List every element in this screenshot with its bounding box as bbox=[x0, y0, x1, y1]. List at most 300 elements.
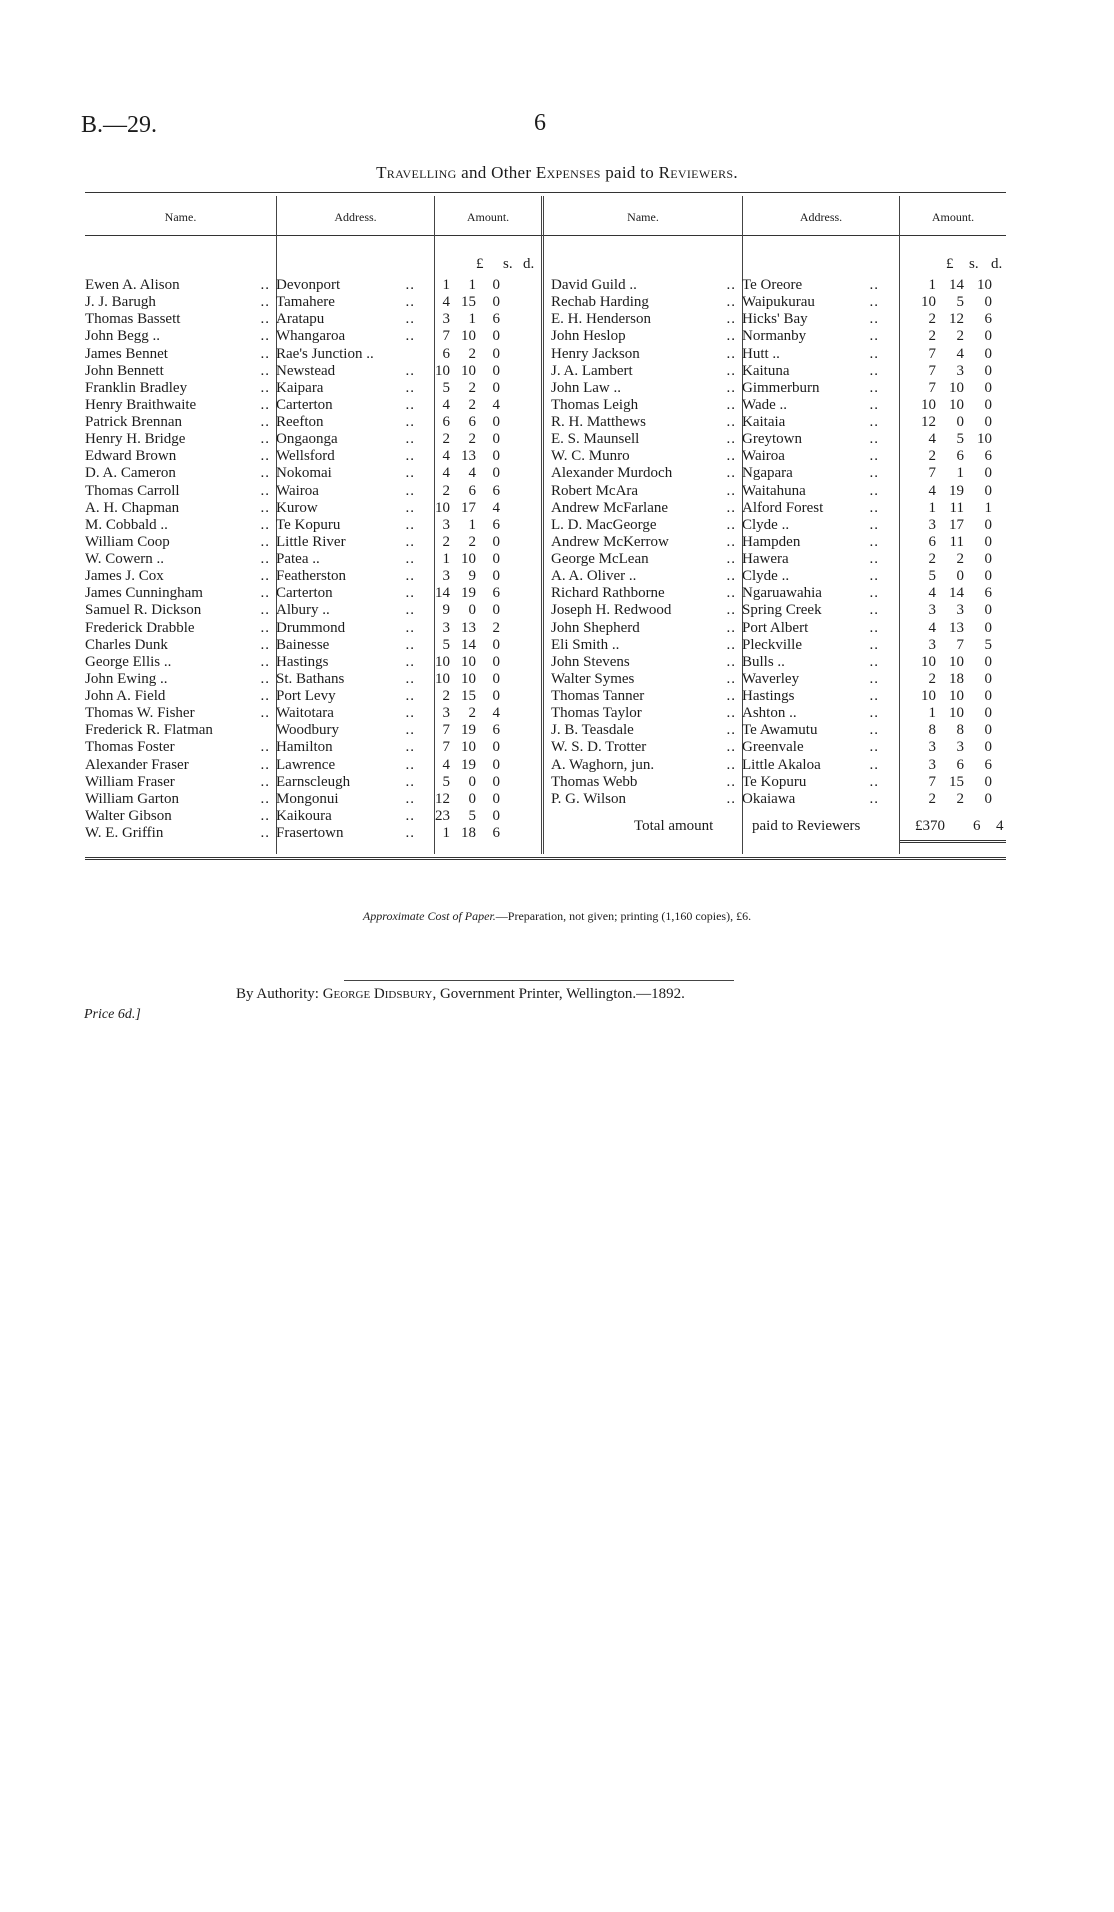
total-shillings: 6 bbox=[973, 818, 981, 834]
amount-pounds: 3 bbox=[928, 636, 936, 653]
table-row bbox=[85, 363, 500, 380]
table-row bbox=[85, 808, 500, 825]
amount-shillings: 14 bbox=[949, 585, 964, 602]
reviewer-address: Carterton bbox=[276, 585, 333, 602]
reviewer-name: E. S. Maunsell bbox=[551, 431, 640, 448]
reviewer-address: Carterton bbox=[276, 396, 333, 413]
total-pence: 4 bbox=[996, 818, 1004, 834]
leader-dots: .. bbox=[869, 482, 879, 499]
leader-dots: .. bbox=[405, 602, 415, 619]
reviewer-name: Thomas Tanner bbox=[551, 688, 645, 704]
amount-pounds: 3 bbox=[442, 705, 450, 722]
leader-dots: .. bbox=[260, 328, 270, 345]
leader-dots: .. bbox=[260, 585, 270, 602]
leader-dots: .. bbox=[726, 465, 736, 482]
amount-shillings: 6 bbox=[468, 414, 476, 430]
reviewer-name: Charles Dunk bbox=[85, 636, 168, 653]
table-row bbox=[85, 774, 500, 791]
table-row bbox=[551, 757, 992, 774]
reviewer-name: W. S. D. Trotter bbox=[551, 739, 647, 756]
amount-pounds: 4 bbox=[442, 294, 450, 311]
leader-dots: .. bbox=[726, 722, 736, 739]
amount-pence: 0 bbox=[984, 670, 992, 687]
leader-dots: .. bbox=[405, 551, 415, 567]
amount-pounds: 4 bbox=[442, 396, 450, 413]
leader-dots: .. bbox=[260, 653, 270, 670]
amount-shillings: 19 bbox=[461, 756, 476, 773]
reviewer-name: Thomas W. Fisher bbox=[85, 705, 195, 722]
table-row bbox=[551, 431, 992, 448]
amount-pounds: 2 bbox=[928, 790, 936, 807]
leader-dots: .. bbox=[260, 499, 270, 516]
shillings-header-right: s. bbox=[969, 256, 979, 272]
reviewer-address: Hutt .. bbox=[742, 345, 780, 362]
amount-shillings: 8 bbox=[956, 722, 964, 739]
amount-shillings: 13 bbox=[461, 448, 476, 465]
reviewer-name: P. G. Wilson bbox=[551, 790, 626, 807]
amount-pounds: 3 bbox=[928, 739, 936, 756]
amount-pence: 0 bbox=[984, 328, 992, 345]
reviewer-name: Alexander Murdoch bbox=[551, 465, 673, 482]
amount-pounds: 4 bbox=[928, 585, 936, 602]
reviewer-address: Patea .. bbox=[276, 551, 320, 567]
amount-shillings: 5 bbox=[956, 294, 964, 311]
leader-dots: .. bbox=[405, 516, 415, 533]
header-amount-right: Amount. bbox=[931, 210, 975, 224]
leader-dots: .. bbox=[726, 653, 736, 670]
amount-pence: 0 bbox=[984, 362, 992, 379]
amount-pounds: 2 bbox=[928, 311, 936, 328]
leader-dots: .. bbox=[405, 465, 415, 482]
leader-dots: .. bbox=[405, 311, 415, 328]
amount-pence: 0 bbox=[984, 551, 992, 567]
amount-pounds: 1 bbox=[928, 499, 936, 516]
amount-pounds: 5 bbox=[442, 773, 450, 790]
amount-pounds: 10 bbox=[435, 653, 450, 670]
reviewer-address: Kaitaia bbox=[742, 414, 786, 430]
leader-dots: .. bbox=[260, 636, 270, 653]
amount-shillings: 19 bbox=[949, 482, 964, 499]
leader-dots: .. bbox=[405, 653, 415, 670]
leader-dots: .. bbox=[260, 670, 270, 687]
amount-pence: 1 bbox=[984, 499, 992, 516]
reviewer-address: Waitahuna bbox=[742, 482, 806, 499]
leader-dots: .. bbox=[869, 688, 879, 704]
leader-dots: .. bbox=[260, 688, 270, 704]
reviewer-name: Walter Symes bbox=[551, 670, 635, 687]
authority-rule bbox=[344, 980, 734, 981]
amount-pence: 0 bbox=[492, 379, 500, 396]
reviewers-table-right bbox=[551, 277, 992, 808]
amount-shillings: 10 bbox=[949, 688, 964, 704]
amount-pence: 0 bbox=[492, 362, 500, 379]
reviewer-address: Mongonui bbox=[276, 790, 339, 807]
amount-shillings: 5 bbox=[468, 807, 476, 824]
amount-pence: 0 bbox=[492, 328, 500, 345]
table-row bbox=[85, 757, 500, 774]
reviewer-address: Hampden bbox=[742, 533, 801, 550]
reviewer-name: George Ellis .. bbox=[85, 653, 172, 670]
amount-shillings: 10 bbox=[461, 362, 476, 379]
amount-pence: 6 bbox=[492, 825, 500, 841]
leader-dots: .. bbox=[869, 551, 879, 567]
amount-pounds: 7 bbox=[928, 345, 936, 362]
amount-shillings: 4 bbox=[468, 465, 476, 482]
reviewer-name: John Heslop bbox=[551, 328, 626, 345]
leader-dots: .. bbox=[726, 533, 736, 550]
amount-shillings: 1 bbox=[468, 311, 476, 328]
amount-pounds: 12 bbox=[435, 790, 450, 807]
reviewer-name: David Guild .. bbox=[551, 277, 637, 293]
table-row bbox=[85, 791, 500, 808]
reviewer-name: Thomas Bassett bbox=[85, 311, 181, 328]
reviewer-address: Nokomai bbox=[276, 465, 332, 482]
amount-pence: 6 bbox=[984, 756, 992, 773]
reviewer-name: John Law .. bbox=[551, 379, 621, 396]
table-row bbox=[85, 637, 500, 654]
amount-pounds: 10 bbox=[921, 653, 936, 670]
total-pounds: £370 bbox=[915, 818, 945, 834]
amount-pounds: 1 bbox=[928, 277, 936, 293]
header-rule bbox=[85, 235, 1006, 236]
leader-dots: .. bbox=[726, 636, 736, 653]
amount-pounds: 10 bbox=[435, 499, 450, 516]
amount-pence: 0 bbox=[492, 807, 500, 824]
leader-dots: .. bbox=[260, 807, 270, 824]
shillings-header-left: s. bbox=[503, 256, 513, 272]
amount-pence: 6 bbox=[492, 585, 500, 602]
table-row bbox=[551, 346, 992, 363]
leader-dots: .. bbox=[405, 379, 415, 396]
reviewers-table-left bbox=[85, 277, 500, 842]
amount-shillings: 2 bbox=[468, 345, 476, 362]
reviewer-name: W. Cowern .. bbox=[85, 551, 165, 567]
reviewer-address: Wairoa bbox=[276, 482, 319, 499]
amount-pence: 0 bbox=[984, 294, 992, 311]
leader-dots: .. bbox=[260, 516, 270, 533]
amount-shillings: 13 bbox=[461, 619, 476, 636]
amount-pence: 6 bbox=[984, 448, 992, 465]
column-divider-center bbox=[541, 196, 544, 854]
header-name-left: Name. bbox=[164, 210, 197, 224]
table-top-rule bbox=[85, 192, 1006, 193]
amount-pence: 0 bbox=[984, 379, 992, 396]
leader-dots: .. bbox=[869, 585, 879, 602]
amount-pence: 0 bbox=[984, 705, 992, 722]
amount-pence: 6 bbox=[492, 516, 500, 533]
reviewer-name: Eli Smith .. bbox=[551, 636, 620, 653]
leader-dots: .. bbox=[260, 465, 270, 482]
leader-dots: .. bbox=[869, 345, 879, 362]
leader-dots: .. bbox=[869, 670, 879, 687]
reviewer-name: William Fraser bbox=[85, 773, 175, 790]
amount-pounds: 3 bbox=[442, 311, 450, 328]
reviewer-name: J. B. Teasdale bbox=[551, 722, 634, 739]
amount-pounds: 2 bbox=[928, 328, 936, 345]
table-row bbox=[85, 448, 500, 465]
amount-pounds: 7 bbox=[442, 328, 450, 345]
amount-pounds: 7 bbox=[928, 379, 936, 396]
amount-pounds: 3 bbox=[928, 516, 936, 533]
reviewer-address: Port Albert bbox=[742, 619, 809, 636]
amount-shillings: 17 bbox=[949, 516, 964, 533]
leader-dots: .. bbox=[869, 431, 879, 448]
leader-dots: .. bbox=[869, 499, 879, 516]
leader-dots: .. bbox=[869, 465, 879, 482]
leader-dots: .. bbox=[726, 756, 736, 773]
amount-pounds: 1 bbox=[928, 705, 936, 722]
reviewer-address: Woodbury bbox=[276, 722, 339, 739]
reviewer-address: Clyde .. bbox=[742, 516, 790, 533]
reviewer-address: Greenvale bbox=[742, 739, 804, 756]
amount-pence: 5 bbox=[984, 636, 992, 653]
reviewer-address: St. Bathans bbox=[276, 670, 345, 687]
reviewer-name: Thomas Foster bbox=[85, 739, 175, 756]
leader-dots: .. bbox=[405, 294, 415, 311]
leader-dots: .. bbox=[726, 294, 736, 311]
amount-pounds: 14 bbox=[435, 585, 450, 602]
amount-shillings: 6 bbox=[468, 482, 476, 499]
reviewer-address: Waitotara bbox=[276, 705, 334, 722]
leader-dots: .. bbox=[405, 756, 415, 773]
table-row bbox=[85, 311, 500, 328]
amount-shillings: 18 bbox=[949, 670, 964, 687]
amount-pence: 0 bbox=[984, 533, 992, 550]
authority-line bbox=[236, 986, 685, 1003]
amount-shillings: 18 bbox=[461, 825, 476, 841]
leader-dots: .. bbox=[869, 653, 879, 670]
table-row bbox=[85, 705, 500, 722]
table-row bbox=[551, 311, 992, 328]
amount-pence: 2 bbox=[492, 619, 500, 636]
table-row bbox=[85, 620, 500, 637]
amount-shillings: 10 bbox=[461, 739, 476, 756]
reviewer-address: Lawrence bbox=[276, 756, 336, 773]
leader-dots: .. bbox=[405, 362, 415, 379]
reviewer-name: Alexander Fraser bbox=[85, 756, 189, 773]
amount-pence: 4 bbox=[492, 705, 500, 722]
reviewer-address: Okaiawa bbox=[742, 790, 796, 807]
amount-shillings: 14 bbox=[949, 277, 964, 293]
reviewer-name: John Ewing .. bbox=[85, 670, 168, 687]
reviewer-name: Frederick R. Flatman bbox=[85, 722, 213, 739]
leader-dots: .. bbox=[405, 790, 415, 807]
leader-dots: .. bbox=[260, 311, 270, 328]
amount-pounds: 3 bbox=[442, 568, 450, 585]
leader-dots: .. bbox=[405, 739, 415, 756]
leader-dots: .. bbox=[869, 311, 879, 328]
reviewer-address: Ngaruawahia bbox=[742, 585, 822, 602]
amount-pence: 0 bbox=[984, 568, 992, 585]
table-row bbox=[85, 739, 500, 756]
reviewer-address: Ngapara bbox=[742, 465, 793, 482]
leader-dots: .. bbox=[405, 705, 415, 722]
amount-shillings: 19 bbox=[461, 585, 476, 602]
table-row bbox=[85, 397, 500, 414]
amount-pounds: 7 bbox=[928, 773, 936, 790]
amount-pounds: 10 bbox=[921, 396, 936, 413]
amount-pence: 0 bbox=[492, 568, 500, 585]
table-row bbox=[85, 671, 500, 688]
amount-pounds: 2 bbox=[442, 533, 450, 550]
amount-shillings: 10 bbox=[461, 551, 476, 567]
total-label-paid: paid to Reviewers bbox=[752, 818, 861, 834]
amount-shillings: 0 bbox=[956, 568, 964, 585]
table-row bbox=[85, 654, 500, 671]
leader-dots: .. bbox=[726, 739, 736, 756]
amount-pounds: 3 bbox=[442, 619, 450, 636]
pounds-header-left: £ bbox=[476, 256, 484, 272]
reviewer-address: Alford Forest bbox=[742, 499, 824, 516]
leader-dots: .. bbox=[260, 379, 270, 396]
reviewer-name: A. Waghorn, jun. bbox=[551, 756, 655, 773]
leader-dots: .. bbox=[260, 568, 270, 585]
leader-dots: .. bbox=[405, 568, 415, 585]
amount-shillings: 12 bbox=[949, 311, 964, 328]
reviewer-name: Richard Rathborne bbox=[551, 585, 665, 602]
leader-dots: .. bbox=[726, 379, 736, 396]
reviewer-address: Little Akaloa bbox=[742, 756, 821, 773]
leader-dots: .. bbox=[726, 705, 736, 722]
table-row bbox=[85, 551, 500, 568]
leader-dots: .. bbox=[726, 516, 736, 533]
amount-pounds: 2 bbox=[442, 688, 450, 704]
reviewer-name: J. A. Lambert bbox=[551, 362, 633, 379]
table-row bbox=[551, 465, 992, 482]
leader-dots: .. bbox=[405, 277, 415, 293]
table-row bbox=[551, 671, 992, 688]
reviewer-address: Devonport bbox=[276, 277, 341, 293]
leader-dots: .. bbox=[726, 482, 736, 499]
table-row bbox=[551, 568, 992, 585]
amount-pence: 4 bbox=[492, 499, 500, 516]
table-row bbox=[551, 637, 992, 654]
amount-shillings: 3 bbox=[956, 739, 964, 756]
leader-dots: .. bbox=[405, 448, 415, 465]
table-row bbox=[551, 654, 992, 671]
table-row bbox=[85, 585, 500, 602]
leader-dots: .. bbox=[260, 551, 270, 567]
amount-pounds: 7 bbox=[442, 722, 450, 739]
reviewer-address: Rae's Junction .. bbox=[276, 345, 374, 362]
leader-dots: .. bbox=[260, 825, 270, 841]
reviewer-address: Hicks' Bay bbox=[742, 311, 808, 328]
table-row bbox=[551, 705, 992, 722]
pence-header-right: d. bbox=[991, 256, 1003, 272]
leader-dots: .. bbox=[869, 705, 879, 722]
amount-pounds: 4 bbox=[442, 448, 450, 465]
leader-dots: .. bbox=[260, 431, 270, 448]
amount-pence: 0 bbox=[984, 688, 992, 704]
amount-shillings: 2 bbox=[956, 790, 964, 807]
authority-prefix: By Authority: bbox=[236, 986, 323, 1002]
leader-dots: .. bbox=[405, 807, 415, 824]
amount-shillings: 2 bbox=[468, 705, 476, 722]
amount-pence: 6 bbox=[492, 311, 500, 328]
reviewer-address: Waipukurau bbox=[742, 294, 815, 311]
reviewer-name: James Bennet bbox=[85, 345, 168, 362]
amount-shillings: 0 bbox=[468, 790, 476, 807]
amount-shillings: 1 bbox=[956, 465, 964, 482]
leader-dots: .. bbox=[260, 396, 270, 413]
leader-dots: .. bbox=[869, 277, 879, 293]
reviewer-address: Drummond bbox=[276, 619, 346, 636]
table-row bbox=[551, 448, 992, 465]
table-row bbox=[85, 465, 500, 482]
leader-dots: .. bbox=[726, 688, 736, 704]
reviewer-name: Henry Braithwaite bbox=[85, 396, 197, 413]
leader-dots: .. bbox=[260, 533, 270, 550]
leader-dots: .. bbox=[726, 499, 736, 516]
leader-dots: .. bbox=[405, 636, 415, 653]
leader-dots: .. bbox=[869, 773, 879, 790]
amount-shillings: 4 bbox=[956, 345, 964, 362]
leader-dots: .. bbox=[405, 585, 415, 602]
table-row bbox=[85, 328, 500, 345]
amount-pounds: 1 bbox=[442, 825, 450, 841]
table-row bbox=[551, 739, 992, 756]
leader-dots: .. bbox=[260, 345, 270, 362]
reviewer-name: Thomas Leigh bbox=[551, 396, 639, 413]
leader-dots: .. bbox=[869, 756, 879, 773]
reviewer-address: Kurow bbox=[276, 499, 318, 516]
amount-pounds: 23 bbox=[435, 807, 450, 824]
leader-dots: .. bbox=[726, 790, 736, 807]
leader-dots: .. bbox=[260, 482, 270, 499]
reviewer-name: L. D. MacGeorge bbox=[551, 516, 657, 533]
amount-pounds: 10 bbox=[921, 688, 936, 704]
reviewer-address: Kaipara bbox=[276, 379, 324, 396]
amount-pence: 10 bbox=[977, 277, 992, 293]
amount-shillings: 10 bbox=[461, 328, 476, 345]
amount-shillings: 0 bbox=[468, 602, 476, 619]
leader-dots: .. bbox=[869, 362, 879, 379]
reviewer-address: Bulls .. bbox=[742, 653, 785, 670]
amount-shillings: 13 bbox=[949, 619, 964, 636]
amount-pence: 0 bbox=[492, 773, 500, 790]
amount-pounds: 5 bbox=[442, 379, 450, 396]
reviewer-name: Henry H. Bridge bbox=[85, 431, 186, 448]
amount-shillings: 10 bbox=[949, 705, 964, 722]
total-label: Total amount bbox=[634, 818, 714, 834]
leader-dots: .. bbox=[405, 773, 415, 790]
leader-dots: .. bbox=[405, 396, 415, 413]
amount-pounds: 3 bbox=[928, 602, 936, 619]
table-bottom-rule bbox=[85, 857, 1006, 860]
amount-pence: 0 bbox=[492, 756, 500, 773]
table-row bbox=[85, 602, 500, 619]
amount-pence: 10 bbox=[977, 431, 992, 448]
reviewer-address: Wade .. bbox=[742, 396, 788, 413]
leader-dots: .. bbox=[260, 414, 270, 430]
amount-pence: 6 bbox=[492, 482, 500, 499]
table-row bbox=[85, 534, 500, 551]
leader-dots: .. bbox=[260, 739, 270, 756]
table-row bbox=[551, 380, 992, 397]
amount-pounds: 8 bbox=[928, 722, 936, 739]
leader-dots: .. bbox=[405, 670, 415, 687]
leader-dots: .. bbox=[869, 568, 879, 585]
title-word-reviewers: Reviewers. bbox=[658, 163, 738, 182]
amount-pence: 6 bbox=[984, 311, 992, 328]
amount-shillings: 2 bbox=[956, 551, 964, 567]
title-word-expenses: Expenses bbox=[535, 163, 601, 182]
reviewer-name: Robert McAra bbox=[551, 482, 639, 499]
reviewer-address: Hastings bbox=[276, 653, 329, 670]
amount-shillings: 3 bbox=[956, 362, 964, 379]
table-row bbox=[85, 294, 500, 311]
reviewer-name: Ewen A. Alison bbox=[85, 277, 180, 293]
